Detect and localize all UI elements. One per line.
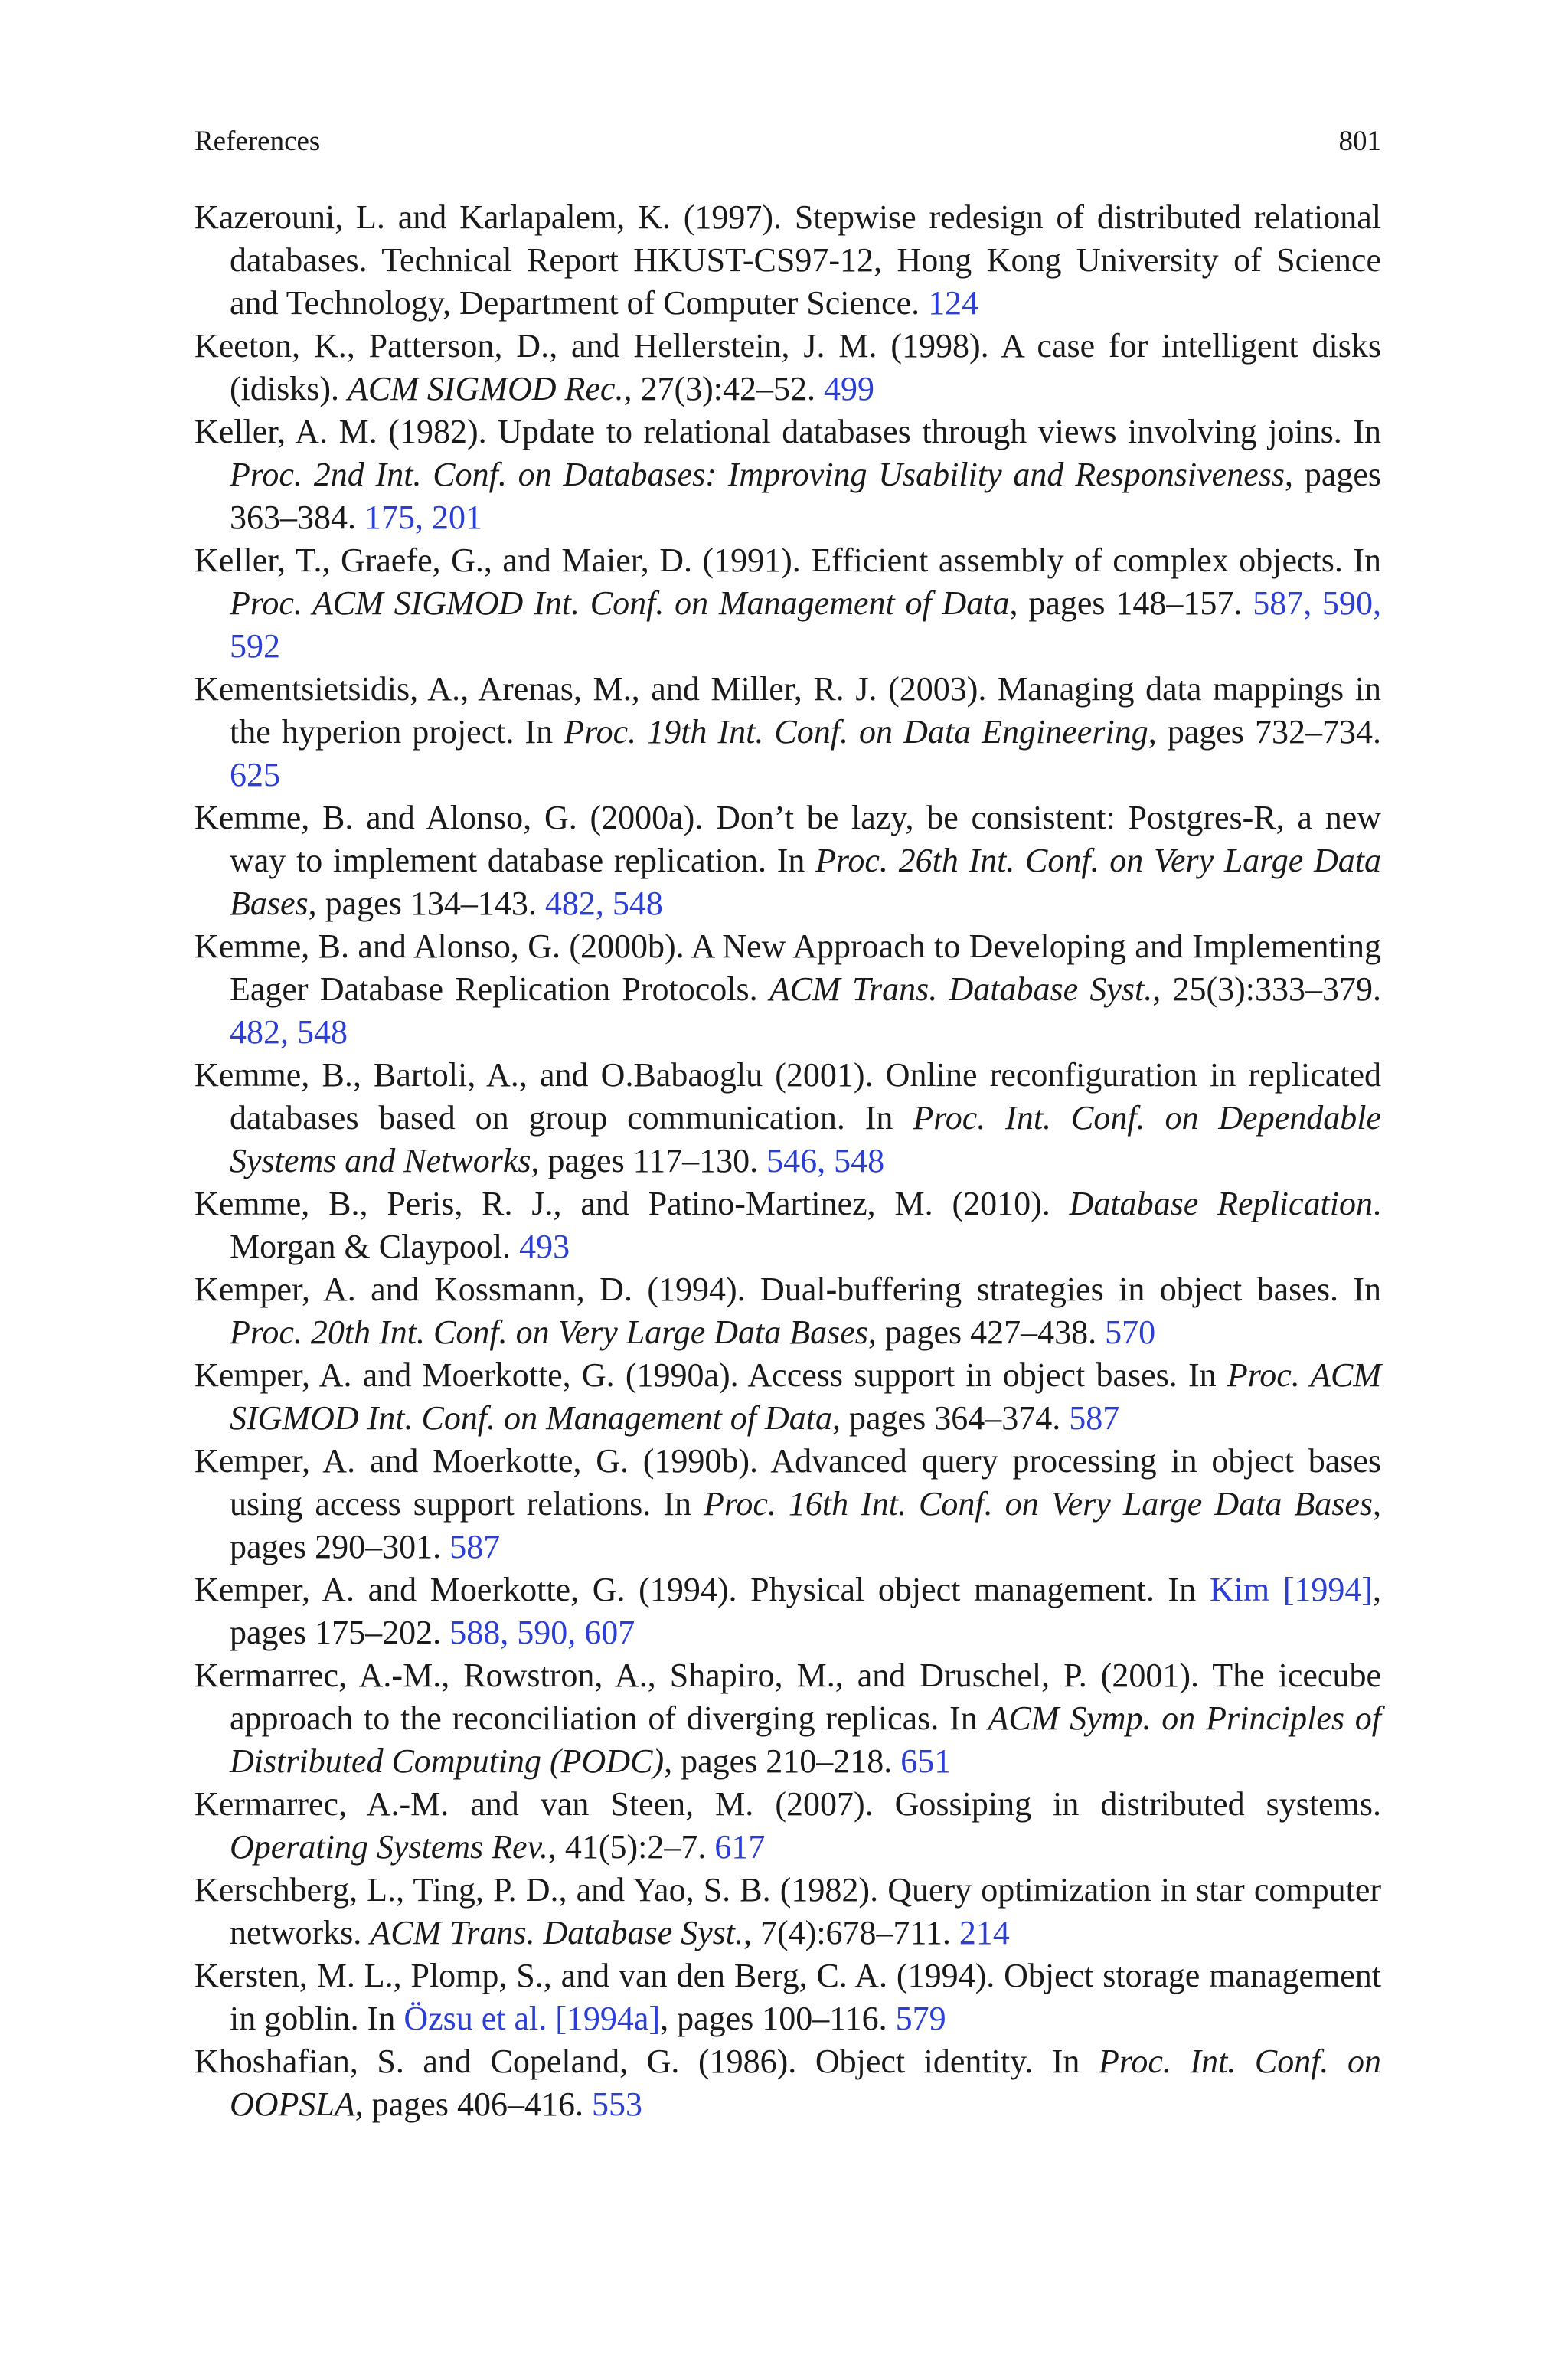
- page-backref-link[interactable]: 482, 548: [544, 885, 663, 922]
- page-backref-link[interactable]: 124: [928, 284, 979, 322]
- page-backref-link[interactable]: 587: [1069, 1399, 1120, 1437]
- reference-text: , pages 427–438.: [867, 1313, 1106, 1351]
- reference-list: [194, 196, 1381, 2126]
- reference-entry: [194, 1954, 1381, 2040]
- reference-entry: [194, 539, 1381, 668]
- reference-entry: [194, 1869, 1381, 1954]
- reference-text: , 27(3):42–52.: [623, 370, 824, 407]
- reference-entry: [194, 2040, 1381, 2126]
- reference-venue: Operating Systems Rev.: [230, 1828, 548, 1866]
- reference-text: . Morgan & Claypool.: [230, 1185, 1381, 1265]
- reference-text: , pages 732–734.: [1148, 713, 1381, 751]
- page-backref-link[interactable]: 588, 590, 607: [449, 1614, 635, 1651]
- reference-entry: [194, 1783, 1381, 1869]
- reference-venue: Proc. Int. Conf. on OOPSLA: [230, 2043, 1381, 2123]
- reference-text: , pages 117–130.: [531, 1142, 767, 1179]
- page-backref-link[interactable]: Özsu et al. [1994a]: [403, 2000, 661, 2037]
- reference-entry: [194, 1054, 1381, 1182]
- reference-text: Kerschberg, L., Ting, P. D., and Yao, S. B. (1982). Query optimization in star computer networks.: [194, 1871, 1381, 1951]
- reference-entry: [194, 1354, 1381, 1440]
- page-backref-link[interactable]: 625: [230, 756, 280, 793]
- reference-text: Kemme, B., Bartoli, A., and O.Babaoglu (2001). Online reconfiguration in replicated databases based on group communication. In: [194, 1056, 1381, 1137]
- page-backref-link[interactable]: 617: [714, 1828, 766, 1866]
- reference-text: Kemper, A. and Moerkotte, G. (1990b). Advanced query processing in object bases using access support relations. In: [194, 1442, 1381, 1523]
- reference-venue: ACM SIGMOD Rec.: [348, 370, 624, 407]
- page-backref-link[interactable]: 570: [1105, 1313, 1156, 1351]
- reference-text: , pages 100–116.: [660, 2000, 896, 2037]
- reference-text: Kemper, A. and Moerkotte, G. (1990a). Access support in object bases. In: [194, 1356, 1227, 1394]
- reference-text: , 7(4):678–711.: [743, 1914, 959, 1951]
- reference-text: , 41(5):2–7.: [547, 1828, 715, 1866]
- reference-venue: Database Replication: [1069, 1185, 1373, 1222]
- page-backref-link[interactable]: 651: [900, 1742, 952, 1780]
- reference-text: Kemme, B. and Alonso, G. (2000a). Don’t be lazy, be consistent: Postgres-R, a new way to implement database replication. In: [194, 799, 1381, 879]
- page-number: 801: [1338, 126, 1381, 157]
- section-title: References: [194, 126, 321, 157]
- reference-text: , pages 290–301.: [230, 1485, 1381, 1565]
- reference-entry: [194, 796, 1381, 925]
- reference-text: Keller, A. M. (1982). Update to relational databases through views involving joins. In: [194, 413, 1381, 450]
- reference-text: Kersten, M. L., Plomp, S., and van den Berg, C. A. (1994). Object storage management in goblin. In: [194, 1957, 1381, 2037]
- reference-text: , pages 148–157.: [1009, 584, 1253, 622]
- reference-text: Keller, T., Graefe, G., and Maier, D. (1991). Efficient assembly of complex objects. In: [194, 541, 1381, 579]
- reference-entry: [194, 668, 1381, 796]
- reference-entry: [194, 925, 1381, 1054]
- reference-text: , pages 175–202.: [230, 1571, 1381, 1651]
- page-backref-link[interactable]: 553: [591, 2085, 642, 2123]
- reference-venue: Proc. 2nd Int. Conf. on Databases: Improving Usability and Responsiveness: [230, 456, 1285, 493]
- reference-entry: [194, 1654, 1381, 1783]
- page-backref-link[interactable]: 587: [449, 1528, 501, 1565]
- reference-venue: Proc. 26th Int. Conf. on Very Large Data Bases: [230, 842, 1382, 922]
- reference-entry: [194, 325, 1381, 411]
- reference-venue: Proc. Int. Conf. on Dependable Systems and Networks: [230, 1099, 1381, 1179]
- reference-text: Kemme, B., Peris, R. J., and Patino-Martinez, M. (2010).: [194, 1185, 1070, 1222]
- reference-text: Khoshafian, S. and Copeland, G. (1986). Object identity. In: [194, 2043, 1099, 2080]
- reference-entry: [194, 196, 1381, 325]
- reference-entry: [194, 1268, 1381, 1354]
- reference-venue: Proc. 20th Int. Conf. on Very Large Data Bases: [230, 1313, 868, 1351]
- reference-text: , pages 363–384.: [230, 456, 1381, 536]
- reference-text: Kermarrec, A.-M. and van Steen, M. (2007). Gossiping in distributed systems.: [194, 1785, 1381, 1823]
- page-backref-link[interactable]: 579: [895, 2000, 946, 2037]
- reference-text: , pages 406–416.: [354, 2085, 592, 2123]
- reference-venue: Proc. ACM SIGMOD Int. Conf. on Management of Data: [230, 1356, 1381, 1437]
- reference-text: , 25(3):333–379.: [1152, 970, 1381, 1008]
- page-backref-link[interactable]: 175, 201: [364, 499, 482, 536]
- reference-entry: [194, 1568, 1381, 1654]
- reference-venue: Proc. 19th Int. Conf. on Data Engineering: [564, 713, 1148, 751]
- page-backref-link[interactable]: Kim [1994]: [1209, 1571, 1373, 1608]
- reference-text: Keeton, K., Patterson, D., and Hellerstein, J. M. (1998). A case for intelligent disks (idisks).: [194, 327, 1381, 407]
- reference-text: Kazerouni, L. and Karlapalem, K. (1997). Stepwise redesign of distributed relational databases. Technical Report HKUST-CS97-12, Hong Kong University of Science and Technology, Department of Computer Science.: [194, 198, 1381, 322]
- reference-venue: ACM Trans. Database Syst.: [370, 1914, 744, 1951]
- reference-text: Kemper, A. and Moerkotte, G. (1994). Physical object management. In: [194, 1571, 1210, 1608]
- page-backref-link[interactable]: 546, 548: [766, 1142, 885, 1179]
- page-backref-link[interactable]: 493: [519, 1228, 570, 1265]
- reference-venue: Proc. 16th Int. Conf. on Very Large Data Bases: [703, 1485, 1373, 1523]
- page-backref-link[interactable]: 499: [823, 370, 874, 407]
- page-backref-link[interactable]: 214: [959, 1914, 1010, 1951]
- reference-entry: [194, 1182, 1381, 1268]
- reference-venue: ACM Trans. Database Syst.: [769, 970, 1153, 1008]
- reference-text: , pages 210–218.: [664, 1742, 901, 1780]
- reference-text: Kemme, B. and Alonso, G. (2000b). A New Approach to Developing and Implementing Eager Database Replication Protocols.: [194, 927, 1381, 1008]
- reference-text: Kemper, A. and Kossmann, D. (1994). Dual-buffering strategies in object bases. In: [194, 1271, 1381, 1308]
- reference-text: , pages 364–374.: [832, 1399, 1070, 1437]
- page-backref-link[interactable]: 587, 590, 592: [230, 584, 1382, 665]
- running-head: [194, 123, 1381, 161]
- reference-text: , pages 134–143.: [308, 885, 545, 922]
- reference-venue: ACM Symp. on Principles of Distributed Computing (PODC): [230, 1699, 1381, 1780]
- reference-entry: [194, 1440, 1381, 1568]
- reference-text: Kermarrec, A.-M., Rowstron, A., Shapiro, M., and Druschel, P. (2001). The icecube approach to the reconciliation of diverging replicas. In: [194, 1657, 1381, 1737]
- reference-entry: [194, 411, 1381, 539]
- reference-text: Kementsietsidis, A., Arenas, M., and Miller, R. J. (2003). Managing data mappings in the hyperion project. In: [194, 670, 1381, 751]
- page-backref-link[interactable]: 482, 548: [230, 1013, 348, 1051]
- reference-venue: Proc. ACM SIGMOD Int. Conf. on Management of Data: [230, 584, 1010, 622]
